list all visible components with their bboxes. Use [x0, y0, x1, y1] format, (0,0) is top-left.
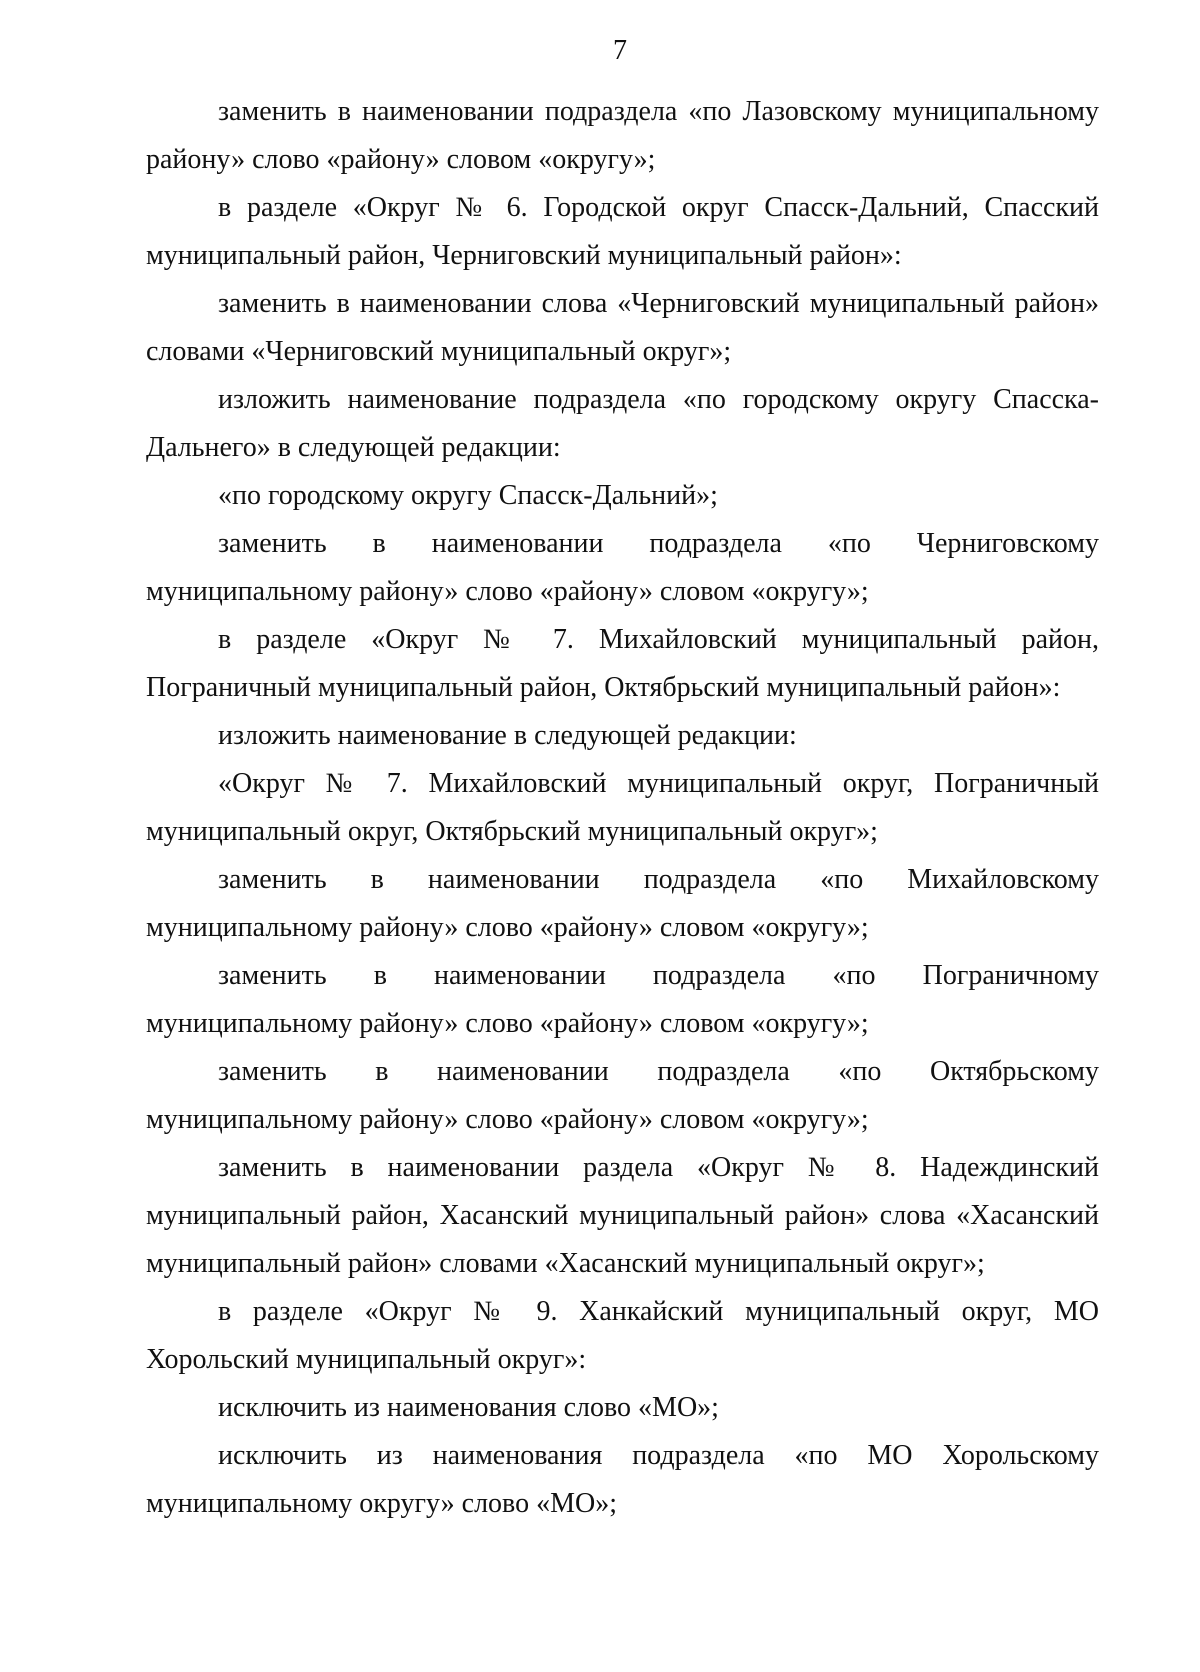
page-number: 7	[613, 35, 627, 66]
paragraph: в разделе «Округ № 6. Городской округ Спасск-Дальний, Спасский муниципальный район, Черниговский муниципальный район»:	[146, 192, 1099, 271]
paragraph: «Округ № 7. Михайловский муниципальный округ, Пограничный муниципальный округ, Октябрьский муниципальный округ»;	[146, 768, 1099, 847]
paragraph: заменить в наименовании подраздела «по Михайловскому муниципальному району» слово «району» словом «округу»;	[146, 864, 1099, 943]
paragraph: заменить в наименовании слова «Черниговский муниципальный район» словами «Черниговский муниципальный округ»;	[146, 288, 1099, 367]
paragraph: заменить в наименовании подраздела «по Пограничному муниципальному району» слово «району» словом «округу»;	[146, 960, 1099, 1039]
paragraph: изложить наименование в следующей редакции:	[218, 720, 797, 751]
document-body	[146, 88, 1099, 1528]
paragraph: в разделе «Округ № 7. Михайловский муниципальный район, Пограничный муниципальный район, Октябрьский муниципальный район»:	[146, 624, 1099, 703]
paragraph: в разделе «Округ № 9. Ханкайский муниципальный округ, МО Хорольский муниципальный округ»:	[146, 1296, 1099, 1375]
paragraph: изложить наименование подраздела «по городскому округу Спасска-Дальнего» в следующей редакции:	[146, 384, 1099, 463]
paragraph: «по городскому округу Спасск-Дальний»;	[218, 480, 718, 511]
paragraph: исключить из наименования слово «МО»;	[218, 1392, 719, 1423]
paragraph: заменить в наименовании подраздела «по Октябрьскому муниципальному району» слово «району» словом «округу»;	[146, 1056, 1099, 1135]
paragraph: заменить в наименовании подраздела «по Черниговскому муниципальному району» слово «району» словом «округу»;	[146, 528, 1099, 607]
paragraph: заменить в наименовании раздела «Округ № 8. Надеждинский муниципальный район, Хасанский муниципальный район» слова «Хасанский муниципальный район» словами «Хасанский муниципальный округ»;	[146, 1152, 1099, 1279]
paragraph: заменить в наименовании подраздела «по Лазовскому муниципальному району» слово «району» словом «округу»;	[146, 96, 1099, 175]
paragraph: исключить из наименования подраздела «по МО Хорольскому муниципальному округу» слово «МО»;	[146, 1440, 1099, 1519]
